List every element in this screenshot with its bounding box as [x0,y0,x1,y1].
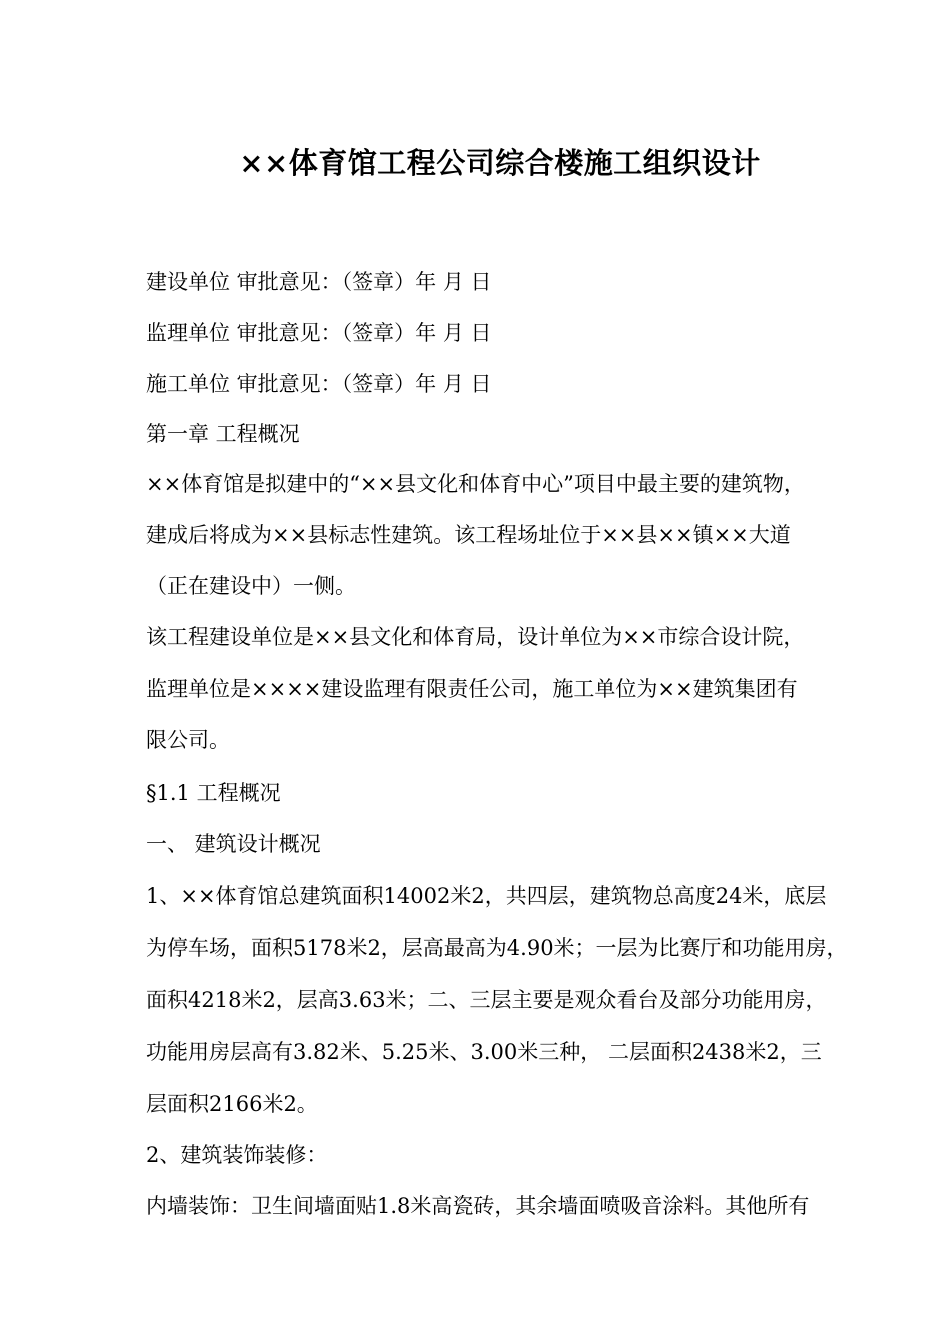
paragraph-line: 监理单位是××××建设监理有限责任公司，施工单位为××建筑集团有 [146,677,798,701]
approval-line-builder-unit: 施工单位 审批意见：（签章）年 月 日 [146,372,492,396]
paragraph-line: 建成后将成为××县标志性建筑。该工程场址位于××县××镇××大道 [146,523,791,547]
approval-line-construction-unit: 建设单位 审批意见：（签章）年 月 日 [146,270,492,294]
paragraph-line: 1、××体育馆总建筑面积14002米2，共四层，建筑物总高度24米，底层 [146,884,827,908]
paragraph-line: 为停车场，面积5178米2，层高最高为4.90米；一层为比赛厅和功能用房， [146,936,848,960]
paragraph-line: 该工程建设单位是××县文化和体育局，设计单位为××市综合设计院， [146,625,805,649]
paragraph-line: 面积4218米2，层高3.63米；二、三层主要是观众看台及部分功能用房， [146,988,827,1012]
item-heading: 2、建筑装饰装修： [146,1143,328,1167]
paragraph-line: 功能用房层高有3.82米、5.25米、3.00米三种， 二层面积2438米2，三 [146,1040,822,1064]
paragraph-line: 层面积2166米2。 [146,1092,318,1116]
paragraph-line: 内墙装饰：卫生间墙面贴1.8米高瓷砖，其余墙面喷吸音涂料。其他所有 [146,1194,810,1218]
paragraph-line: 限公司。 [146,728,230,752]
document-title: ××体育馆工程公司综合楼施工组织设计 [239,146,761,180]
section-heading: §1.1 工程概况 [146,781,281,805]
paragraph-line: ××体育馆是拟建中的“××县文化和体育中心”项目中最主要的建筑物， [146,472,805,496]
paragraph-line: （正在建设中）一侧。 [146,574,356,598]
chapter-heading: 第一章 工程概况 [146,422,300,446]
approval-line-supervision-unit: 监理单位 审批意见：（签章）年 月 日 [146,321,492,345]
subsection-heading: 一、 建筑设计概况 [146,832,321,856]
